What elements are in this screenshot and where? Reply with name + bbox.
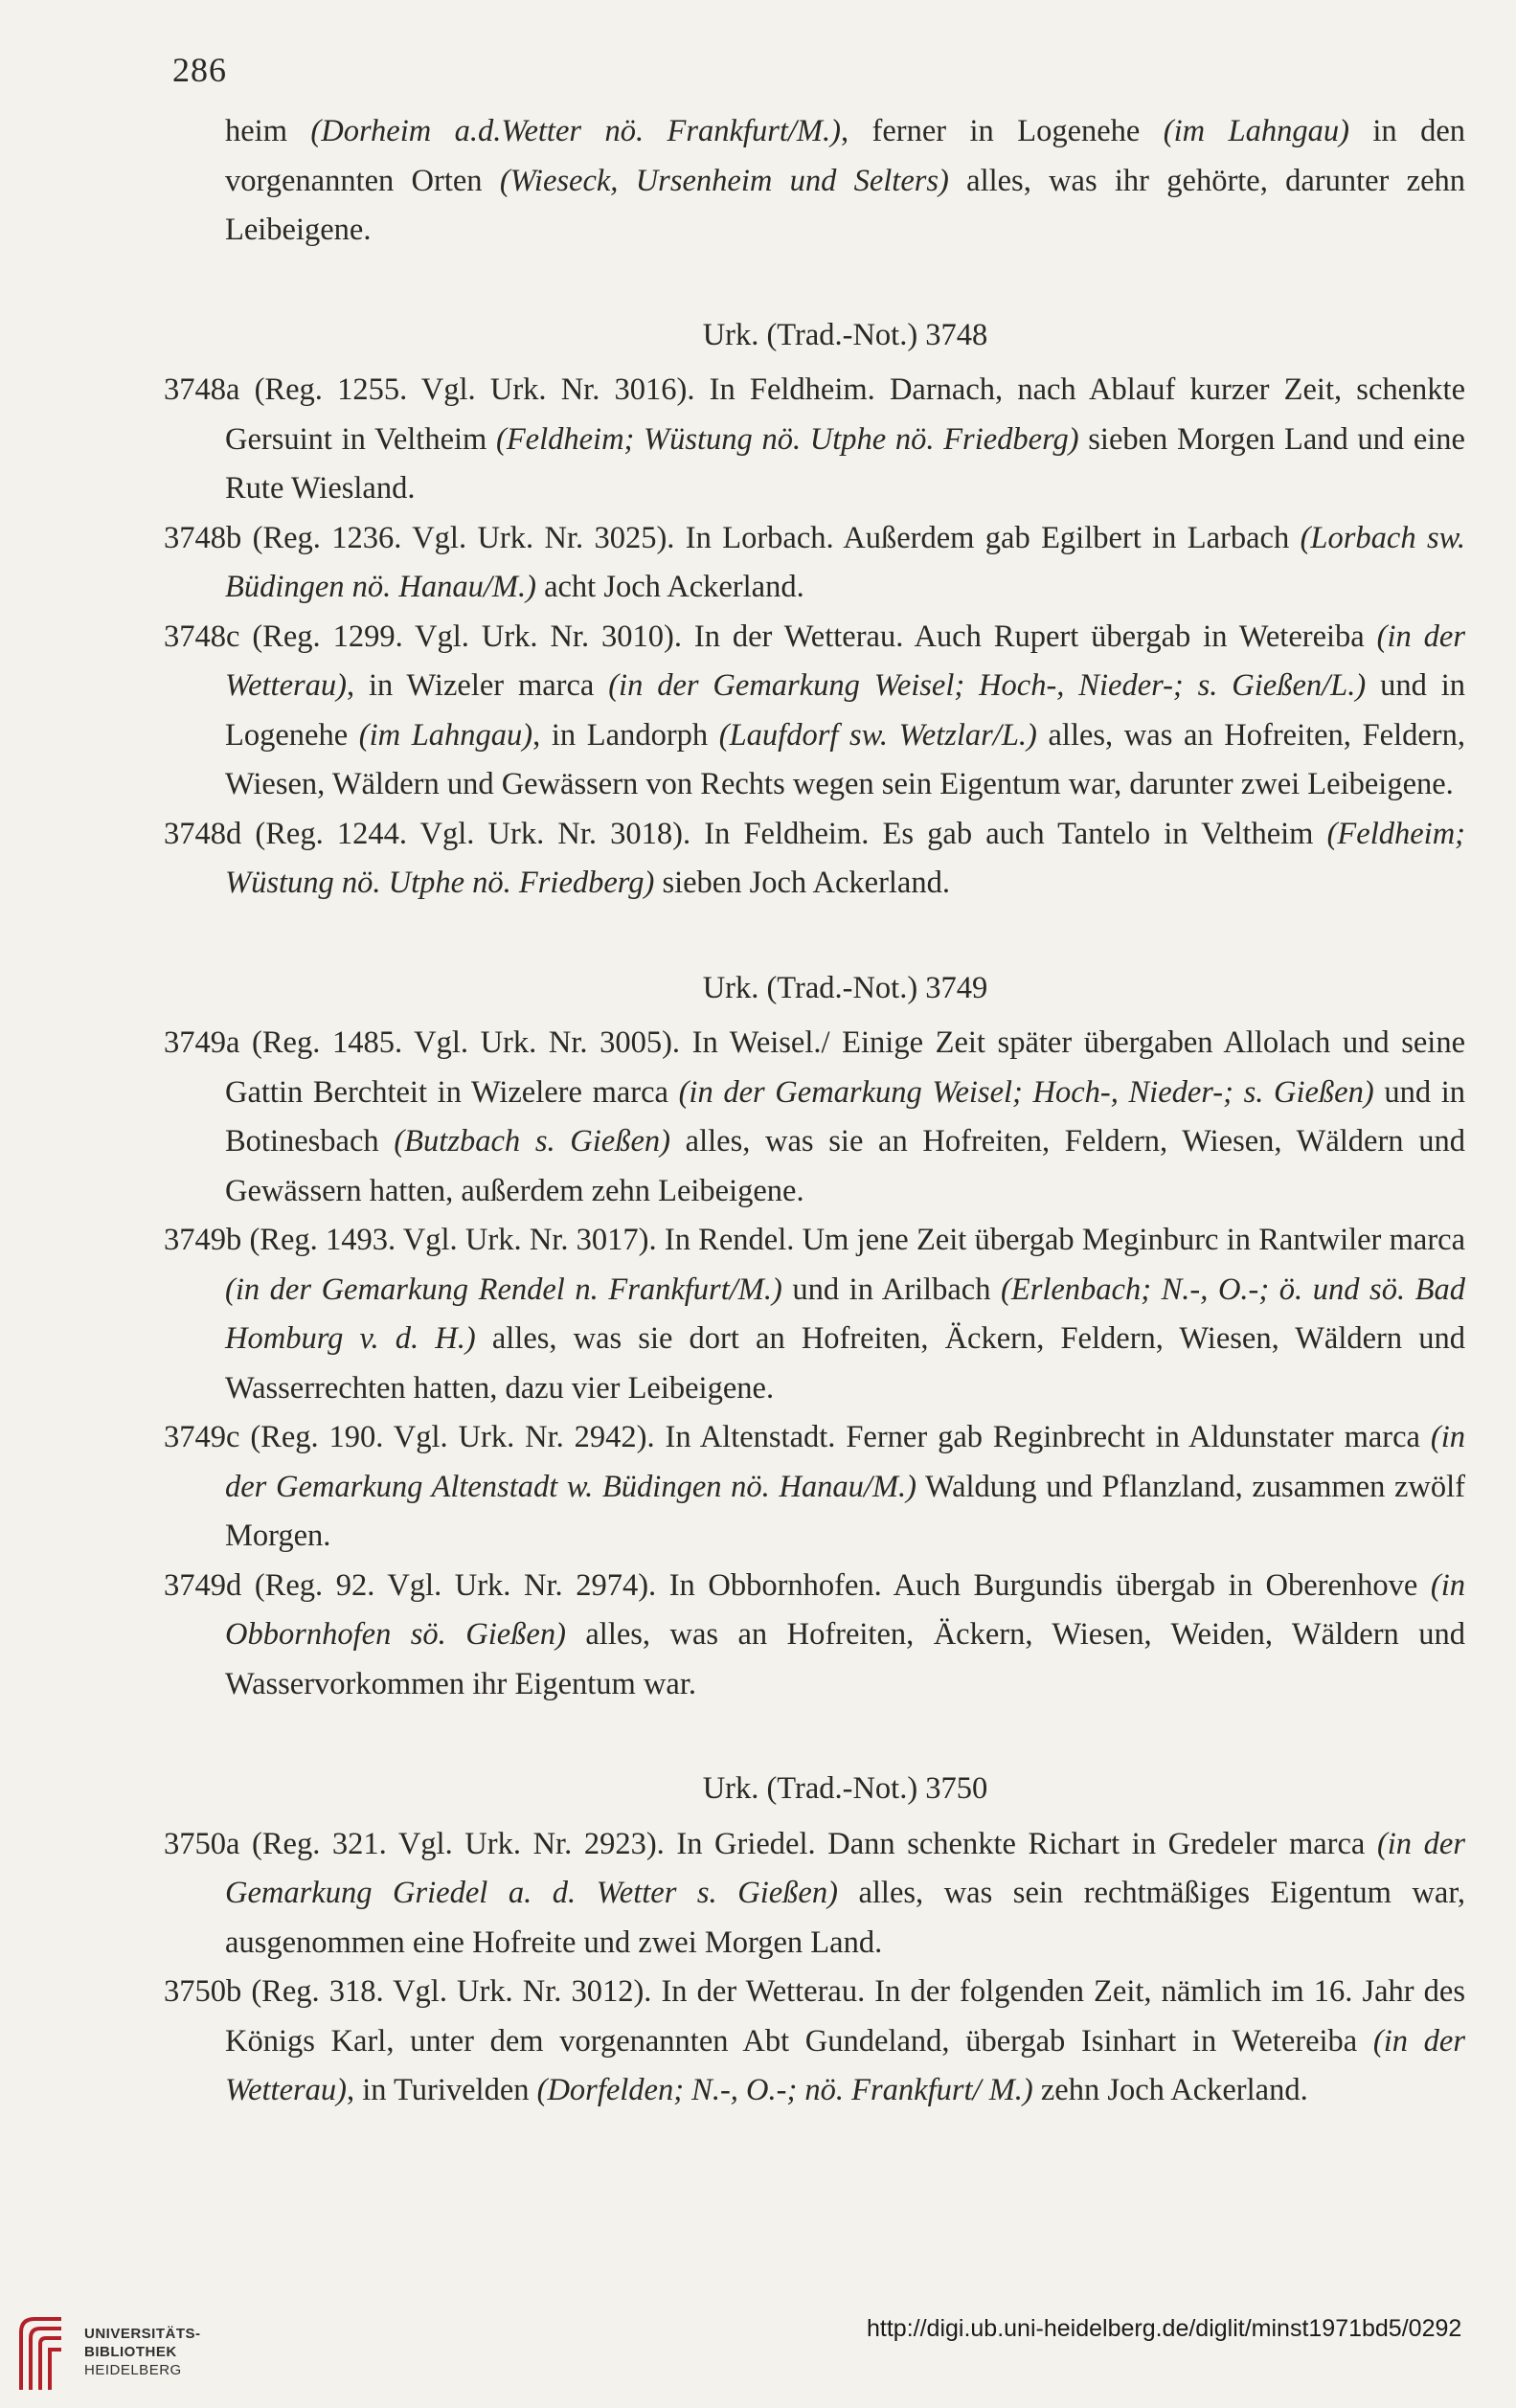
place-gloss: (Erlenbach; N.-, O.-; ö. und sö. Bad Homburg v. d. H.)	[225, 1272, 1465, 1356]
document-entry	[164, 1413, 1465, 1562]
document-entry	[164, 1019, 1466, 1216]
text-run: in den vorgenannten Orten	[225, 114, 1466, 198]
text-run: sieben Joch Ackerland.	[654, 866, 950, 900]
source-url-link[interactable]: http://digi.ub.uni-heidelberg.de/diglit/minst1971bd5/0292	[867, 2315, 1462, 2342]
document-entry	[164, 810, 1465, 909]
document-entry	[164, 514, 1465, 613]
place-gloss: (Feldheim; Wüstung nö. Utphe nö. Friedberg)	[496, 421, 1079, 457]
text-run: und in Botinesbach	[225, 1074, 1466, 1159]
text-run: 3748b (Reg. 1236. Vgl. Urk. Nr. 3025). In Lorbach. Außerdem gab Egilbert in Larbach	[164, 520, 1301, 555]
section-heading: Urk. (Trad.-Not.) 3749	[702, 970, 988, 1005]
text-run: , in Turivelden	[346, 2073, 537, 2107]
place-gloss: (in der Gemarkung Altenstadt w. Büdingen nö. Hanau/M.)	[225, 1420, 1465, 1504]
text-run: heim	[225, 114, 311, 148]
document-entry	[164, 1216, 1465, 1413]
place-gloss: (Wieseck, Ursenheim und Selters)	[499, 163, 949, 198]
place-gloss: (Dorfelden; N.-, O.-; nö. Frankfurt/ M.)	[536, 2073, 1033, 2107]
text-run: 3749b (Reg. 1493. Vgl. Urk. Nr. 3017). In Rendel. Um jene Zeit übergab Meginburc in Rantwiler marca	[164, 1223, 1465, 1257]
library-logo-icon	[13, 2311, 69, 2394]
text-run: , in Wizeler marca	[346, 668, 609, 703]
library-logo-text	[84, 2325, 201, 2379]
text-run: und in Arilbach	[781, 1272, 1002, 1307]
text-run: 3749c (Reg. 190. Vgl. Urk. Nr. 2942). In Altenstadt. Ferner gab Reginbrecht in Aldunstater marca	[164, 1420, 1431, 1454]
text-run: Waldung und Pflanzland, zusammen zwölf Morgen.	[225, 1469, 1465, 1553]
text-run: alles, was sie dort an Hofreiten, Äckern, Feldern, Wiesen, Wäldern und Wasserrechten hatten, dazu vier Leibeigene.	[225, 1321, 1465, 1406]
text-run: alles, was an Hofreiten, Äckern, Wiesen, Weiden, Wäldern und Wasservorkommen ihr Eigentum war.	[225, 1617, 1465, 1701]
place-gloss: (Dorheim a.d.Wetter nö. Frankfurt/M.)	[310, 114, 841, 148]
place-gloss: (in Obbornhofen sö. Gießen)	[225, 1567, 1465, 1652]
place-gloss: (in der Gemarkung Weisel; Hoch-, Nieder-; s. Gießen)	[678, 1074, 1374, 1110]
text-run: alles, was ihr gehörte, darunter zehn Leibeigene.	[225, 163, 1465, 247]
place-gloss: (in der Gemarkung Weisel; Hoch-, Nieder-; s. Gießen/L.)	[608, 668, 1367, 703]
place-gloss: (in der Gemarkung Griedel a. d. Wetter s. Gießen)	[225, 1826, 1465, 1910]
footer	[0, 2298, 1516, 2408]
place-gloss: (in der Wetterau)	[225, 619, 1465, 703]
document-entry	[164, 1968, 1465, 2116]
text-run: 3748c (Reg. 1299. Vgl. Urk. Nr. 3010). In der Wetterau. Auch Rupert übergab in Wetereiba	[164, 619, 1377, 654]
section-heading: Urk. (Trad.-Not.) 3748	[702, 317, 988, 352]
page-number: 286	[172, 51, 227, 89]
document-entry	[164, 366, 1465, 514]
document-entry	[164, 1820, 1465, 1969]
document-entry	[164, 1562, 1465, 1710]
text-run: alles, was sein rechtmäßiges Eigentum war, ausgenommen eine Hofreite und zwei Morgen Land.	[225, 1876, 1465, 1960]
place-gloss: (im Lahngau)	[1163, 114, 1349, 148]
place-gloss: (in der Gemarkung Rendel n. Frankfurt/M.)	[225, 1272, 782, 1307]
logo-line-3: HEIDELBERG	[84, 2362, 182, 2378]
text-run: , in Landorph	[532, 717, 719, 753]
text-run: 3750a (Reg. 321. Vgl. Urk. Nr. 2923). In Griedel. Dann schenkte Richart in Gredeler marca	[164, 1826, 1377, 1861]
text-run: 3748d (Reg. 1244. Vgl. Urk. Nr. 3018). In Feldheim. Es gab auch Tantelo in Veltheim	[164, 816, 1327, 851]
place-gloss: (im Lahngau)	[358, 717, 533, 753]
place-gloss: (Butzbach s. Gießen)	[394, 1124, 670, 1159]
text-run: und in Logenehe	[225, 668, 1465, 753]
place-gloss: (Lorbach sw. Büdingen nö. Hanau/M.)	[225, 520, 1465, 604]
text-run: 3749d (Reg. 92. Vgl. Urk. Nr. 2974). In Obbornhofen. Auch Burgundis übergab in Oberenhove	[164, 1567, 1431, 1603]
intro-paragraph	[225, 107, 1465, 256]
text-run: alles, was an Hofreiten, Feldern, Wiesen, Wäldern und Gewässern von Rechts wegen sein Eigentum war, darunter zwei Leibeigene.	[225, 717, 1465, 801]
text-run: sieben Morgen Land und eine Rute Wiesland.	[225, 421, 1465, 506]
place-gloss: (Laufdorf sw. Wetzlar/L.)	[718, 717, 1037, 753]
document-entry	[164, 613, 1465, 810]
place-gloss: (Feldheim; Wüstung nö. Utphe nö. Friedberg)	[225, 816, 1465, 900]
sections	[164, 311, 1466, 2116]
section-heading: Urk. (Trad.-Not.) 3750	[702, 1771, 988, 1806]
page-content	[164, 107, 1466, 2116]
place-gloss: (in der Wetterau)	[225, 2023, 1465, 2107]
text-run: zehn Joch Ackerland.	[1032, 2073, 1308, 2107]
text-run: 3750b (Reg. 318. Vgl. Urk. Nr. 3012). In der Wetterau. In der folgenden Zeit, nämlich im 16. Jahr des Königs Karl, unter dem vorgenannten Abt Gundeland, übergab Isinhart in Wetereiba	[164, 1974, 1465, 2059]
text-run: , ferner in Logenehe	[840, 114, 1164, 148]
logo-line-2: BIBLIOTHEK	[84, 2344, 177, 2360]
logo-line-1: UNIVERSITÄTS-	[84, 2326, 201, 2342]
text-run: alles, was sie an Hofreiten, Feldern, Wiesen, Wäldern und Gewässern hatten, außerdem zehn Leibeigene.	[225, 1124, 1465, 1208]
text-run: 3748a (Reg. 1255. Vgl. Urk. Nr. 3016). In Feldheim. Darnach, nach Ablauf kurzer Zeit, schenkte Gersuint in Veltheim	[164, 372, 1465, 457]
text-run: acht Joch Ackerland.	[535, 570, 804, 604]
text-run: 3749a (Reg. 1485. Vgl. Urk. Nr. 3005). In Weisel./ Einige Zeit später übergaben Allolach und seine Gattin Berchteit in Wizelere marca	[164, 1025, 1465, 1110]
